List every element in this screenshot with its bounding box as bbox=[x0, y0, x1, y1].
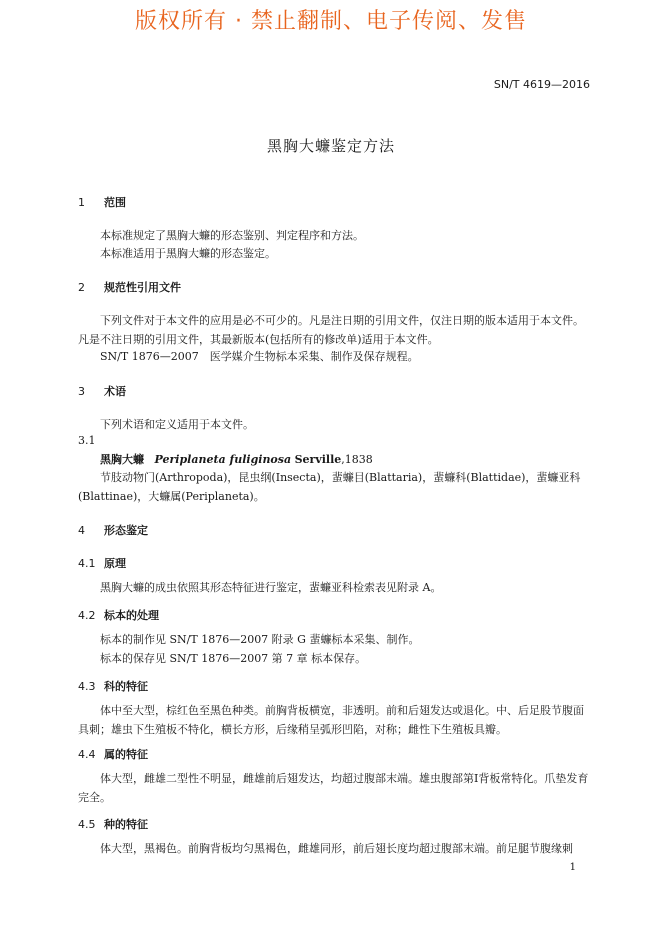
term-3-1-number: 3.1 bbox=[78, 434, 96, 447]
section-4-2-heading bbox=[78, 607, 159, 623]
section-number: 4.3 bbox=[78, 680, 96, 693]
section-4-5-heading bbox=[78, 816, 148, 832]
section-title: 种的特征 bbox=[104, 818, 148, 831]
section-title: 规范性引用文件 bbox=[104, 281, 181, 294]
section-title: 科的特征 bbox=[104, 680, 148, 693]
section-title: 标本的处理 bbox=[104, 609, 159, 622]
section-number: 3 bbox=[78, 385, 85, 398]
standard-code: SN/T 4619—2016 bbox=[493, 78, 590, 91]
term-chinese-name: 黑胸大蠊 bbox=[100, 453, 144, 466]
section-number: 4.1 bbox=[78, 557, 96, 570]
section-2-paragraph-1: 下列文件对于本文件的应用是必不可少的。凡是注日期的引用文件，仅注日期的版本适用于本文件。凡是不注日期的引用文件，其最新版本(包括所有的修改单)适用于本文件。 bbox=[78, 314, 584, 346]
section-3-paragraph-1: 下列术语和定义适用于本文件。 bbox=[100, 418, 254, 431]
section-1-heading bbox=[78, 194, 126, 210]
page-number: 1 bbox=[569, 862, 576, 873]
section-number: 4.5 bbox=[78, 818, 96, 831]
document-title: 黑胸大蠊鉴定方法 bbox=[266, 137, 395, 155]
section-4-3-paragraph-1: 体中至大型，棕红色至黑色种类。前胸背板横宽，非透明。前和后翅发达或退化。中、后足股节腹面具刺；雄虫下生殖板不特化，横长方形，后缘稍呈弧形凹陷，对称；雌性下生殖板具瓣。 bbox=[78, 704, 584, 736]
section-2-paragraph-2: SN/T 1876—2007 医学媒介生物标本采集、制作及保存规程。 bbox=[100, 350, 419, 363]
section-title: 原理 bbox=[104, 557, 126, 570]
section-number: 4.4 bbox=[78, 748, 96, 761]
section-title: 形态鉴定 bbox=[104, 524, 148, 537]
section-4-2-paragraph-2: 标本的保存见 SN/T 1876—2007 第 7 章 标本保存。 bbox=[100, 652, 367, 665]
term-year: 1838 bbox=[344, 453, 373, 466]
section-number: 1 bbox=[78, 196, 85, 209]
section-4-2-paragraph-1: 标本的制作见 SN/T 1876—2007 附录 G 蜚蠊标本采集、制作。 bbox=[100, 633, 420, 646]
section-title: 术语 bbox=[104, 385, 126, 398]
section-number: 4.2 bbox=[78, 609, 96, 622]
section-number: 4 bbox=[78, 524, 85, 537]
section-2-heading bbox=[78, 279, 181, 295]
section-number: 2 bbox=[78, 281, 85, 294]
section-4-1-heading bbox=[78, 555, 126, 571]
section-3-heading bbox=[78, 383, 126, 399]
section-4-4-heading bbox=[78, 746, 148, 762]
section-4-heading bbox=[78, 522, 148, 538]
section-4-4-paragraph-1: 体大型，雌雄二型性不明显，雌雄前后翅发达，均超过腹部末端。雄虫腹部第Ⅰ背板常特化。爪垫发育完全。 bbox=[78, 772, 589, 804]
term-latin-name: Periplaneta fuliginosa bbox=[154, 453, 292, 466]
copyright-banner: 版权所有 · 禁止翻制、电子传阅、发售 bbox=[135, 9, 527, 34]
section-1-paragraph-2: 本标准适用于黑胸大蠊的形态鉴定。 bbox=[100, 247, 276, 260]
term-3-1-definition: 节肢动物门(Arthropoda)，昆虫纲(Insecta)，蜚蠊目(Blattaria)，蜚蠊科(Blattidae)，蜚蠊亚科(Blattinae)，大蠊属(Periplaneta)。 bbox=[78, 471, 581, 503]
term-author: Serville bbox=[294, 453, 342, 466]
section-4-3-heading bbox=[78, 678, 148, 694]
section-1-paragraph-1: 本标准规定了黑胸大蠊的形态鉴别、判定程序和方法。 bbox=[100, 229, 364, 242]
section-4-5-paragraph-1: 体大型，黑褐色。前胸背板均匀黑褐色，雌雄同形，前后翅长度均超过腹部末端。前足腿节腹缘刺 bbox=[100, 842, 573, 855]
section-4-1-paragraph-1: 黑胸大蠊的成虫依照其形态特征进行鉴定，蜚蠊亚科检索表见附录 A。 bbox=[100, 581, 442, 594]
section-title: 属的特征 bbox=[104, 748, 148, 761]
section-title: 范围 bbox=[104, 196, 126, 209]
term-3-1-heading: 黑胸大蠊 Periplaneta fuliginosa Serville,1838 bbox=[100, 453, 373, 466]
